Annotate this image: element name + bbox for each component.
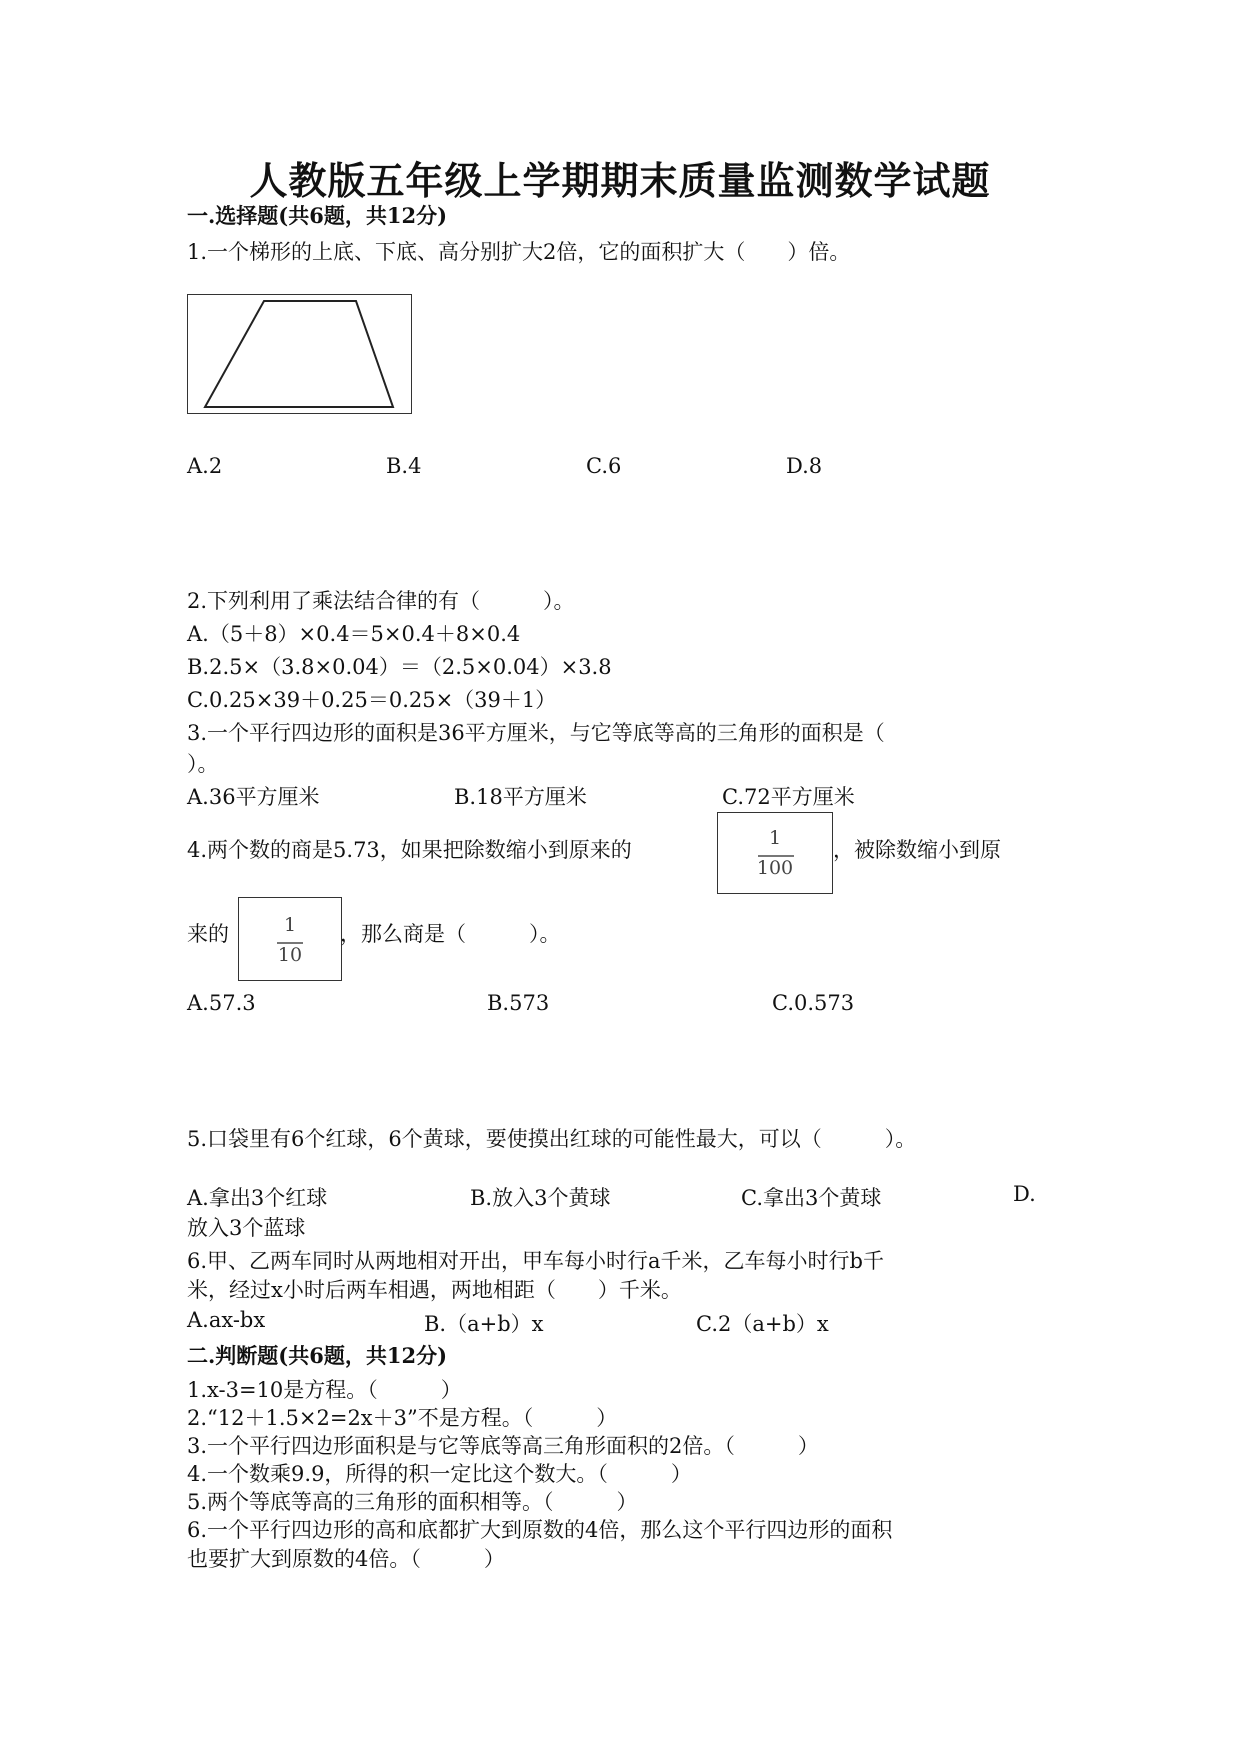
judge-item-3: 3.一个平行四边形面积是与它等底等高三角形面积的2倍。（ ） — [187, 1434, 819, 1458]
q1-option-b[interactable]: B.4 — [386, 454, 422, 478]
trapezoid-figure — [187, 294, 412, 414]
fraction-one-tenth — [238, 897, 342, 981]
q4-option-c[interactable]: C.0.573 — [772, 991, 855, 1015]
section-heading-judge: 二.判断题(共6题，共12分) — [187, 1343, 448, 1368]
fraction-numerator: 1 — [768, 827, 782, 849]
question-4-text-cont: ，被除数缩小到原 — [833, 838, 1001, 862]
question-4-text-cont2: 来的 — [187, 922, 229, 946]
q6-option-a[interactable]: A.ax-bx — [187, 1308, 266, 1332]
fraction-numerator: 1 — [283, 914, 297, 936]
question-2-text: 2.下列利用了乘法结合律的有（ ）。 — [187, 589, 575, 613]
fraction-one-hundredth — [717, 812, 833, 894]
judge-item-5: 5.两个等底等高的三角形的面积相等。（ ） — [187, 1490, 638, 1514]
q2-option-a[interactable]: A.（5＋8）×0.4＝5×0.4＋8×0.4 — [187, 622, 521, 646]
page-title: 人教版五年级上学期期末质量监测数学试题 — [249, 158, 991, 203]
q5-option-d[interactable]: D. — [1013, 1182, 1036, 1206]
q5-option-c[interactable]: C.拿出3个黄球 — [741, 1186, 882, 1210]
q2-option-b[interactable]: B.2.5×（3.8×0.04）＝（2.5×0.04）×3.8 — [187, 655, 612, 679]
q6-option-b[interactable]: B.（a+b）x — [424, 1312, 544, 1336]
q1-option-c[interactable]: C.6 — [586, 454, 622, 478]
question-6-text-cont: 米，经过x小时后两车相遇，两地相距（ ）千米。 — [187, 1278, 682, 1302]
judge-item-1: 1.x-3=10是方程。（ ） — [187, 1378, 462, 1402]
judge-item-2: 2.“12＋1.5×2=2x＋3”不是方程。（ ） — [187, 1406, 618, 1430]
section-heading-choice: 一.选择题(共6题，共12分) — [187, 203, 448, 228]
q4-option-b[interactable]: B.573 — [487, 991, 550, 1015]
q5-option-b[interactable]: B.放入3个黄球 — [470, 1186, 611, 1210]
q3-option-c[interactable]: C.72平方厘米 — [722, 785, 855, 809]
question-6-text: 6.甲、乙两车同时从两地相对开出，甲车每小时行a千米，乙车每小时行b千 — [187, 1249, 884, 1273]
question-4-text: 4.两个数的商是5.73，如果把除数缩小到原来的 — [187, 838, 632, 862]
q3-option-a[interactable]: A.36平方厘米 — [187, 785, 320, 809]
judge-item-6-cont: 也要扩大到原数的4倍。（ ） — [187, 1547, 505, 1571]
q5-option-a[interactable]: A.拿出3个红球 — [187, 1186, 328, 1210]
judge-item-4: 4.一个数乘9.9，所得的积一定比这个数大。（ ） — [187, 1462, 692, 1486]
q4-option-a[interactable]: A.57.3 — [187, 991, 256, 1015]
question-4-text-cont3: ，那么商是（ ）。 — [340, 922, 561, 946]
q2-option-c[interactable]: C.0.25×39＋0.25＝0.25×（39＋1） — [187, 688, 557, 712]
question-1-text: 1.一个梯形的上底、下底、高分别扩大2倍，它的面积扩大（ ）倍。 — [187, 240, 851, 264]
fraction-denominator: 10 — [277, 944, 303, 966]
q5-option-d-text[interactable]: 放入3个蓝球 — [187, 1216, 306, 1240]
trapezoid-shape — [188, 295, 411, 413]
question-3-text-cont: ）。 — [187, 752, 219, 776]
fraction-denominator: 100 — [756, 857, 794, 879]
question-3-text: 3.一个平行四边形的面积是36平方厘米，与它等底等高的三角形的面积是（ — [187, 721, 885, 745]
q3-option-b[interactable]: B.18平方厘米 — [454, 785, 587, 809]
q1-option-d[interactable]: D.8 — [786, 454, 823, 478]
question-5-text: 5.口袋里有6个红球，6个黄球，要使摸出红球的可能性最大，可以（ ）。 — [187, 1127, 917, 1151]
q6-option-c[interactable]: C.2（a+b）x — [696, 1312, 829, 1336]
judge-item-6: 6.一个平行四边形的高和底都扩大到原数的4倍，那么这个平行四边形的面积 — [187, 1518, 893, 1542]
q1-option-a[interactable]: A.2 — [187, 454, 223, 478]
